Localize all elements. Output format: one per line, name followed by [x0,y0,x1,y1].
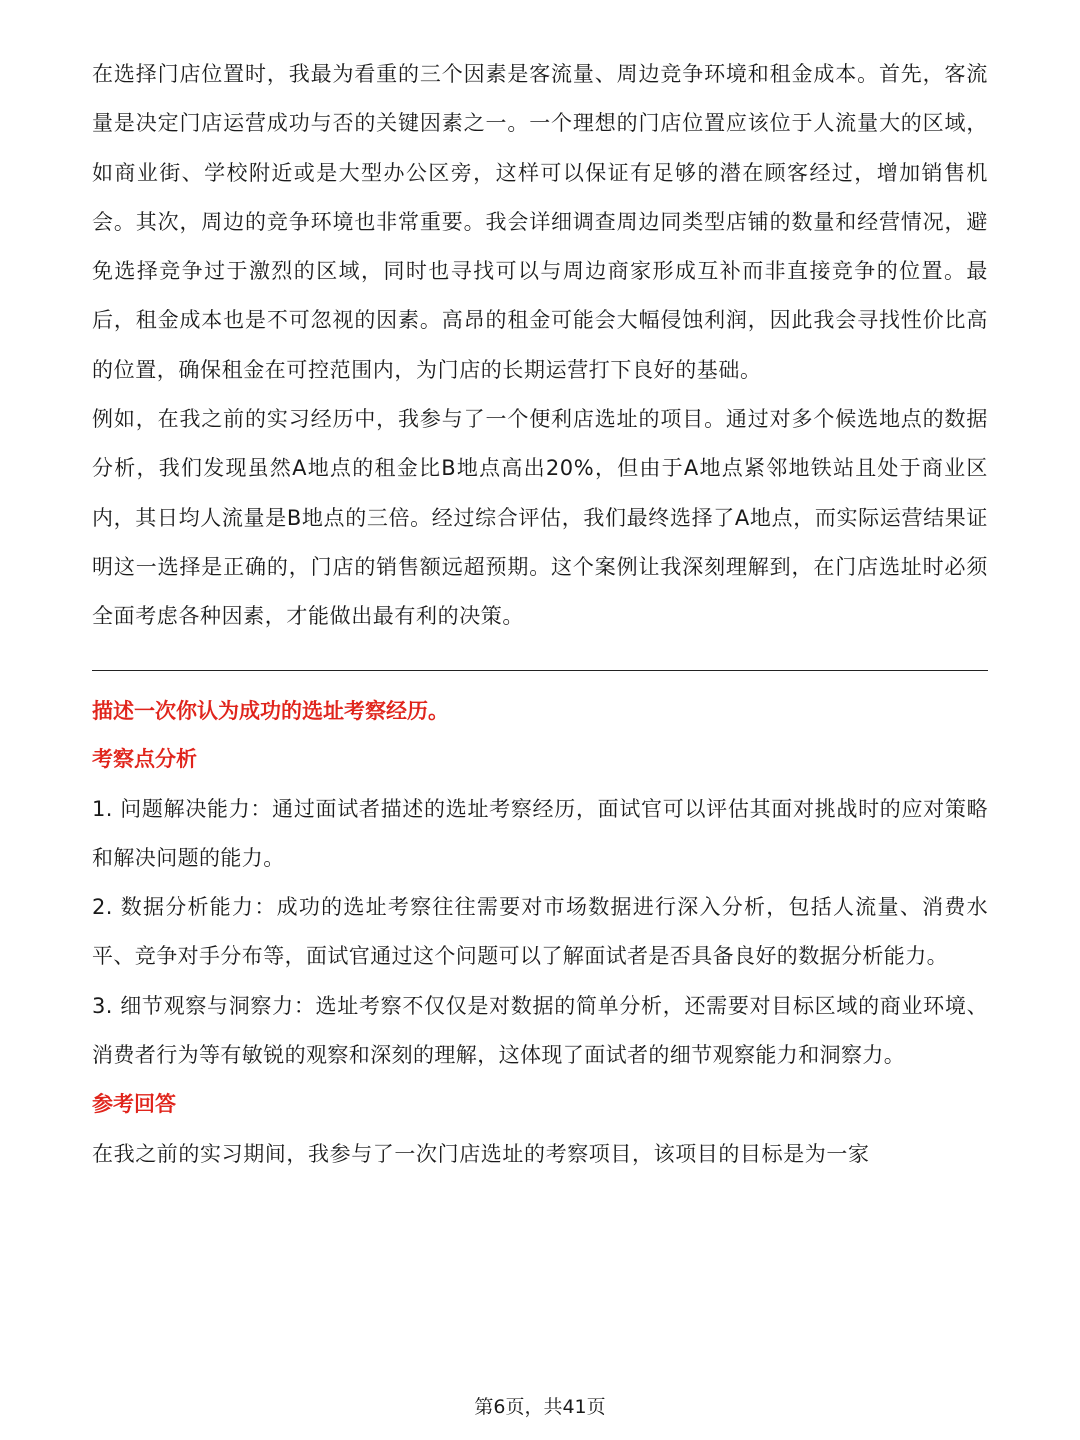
analysis-item-1: 1. 问题解决能力：通过面试者描述的选址考察经历，面试官可以评估其面对挑战时的应对策略和解决问题的能力。 [92,796,988,870]
section-divider [92,670,988,671]
reference-heading: 参考回答 [92,1092,176,1117]
analysis-heading: 考察点分析 [92,746,197,771]
analysis-item-2: 2. 数据分析能力：成功的选址考察往往需要对市场数据进行深入分析，包括人流量、消费水平、竞争对手分布等，面试官通过这个问题可以了解面试者是否具备良好的数据分析能力。 [92,895,988,969]
question-title: 描述一次你认为成功的选址考察经历。 [92,698,449,723]
reference-answer: 在我之前的实习期间，我参与了一次门店选址的考察项目，该项目的目标是为一家 [92,1142,870,1167]
intro-paragraph-2: 例如，在我之前的实习经历中，我参与了一个便利店选址的项目。通过对多个候选地点的数据分析，我们发现虽然A地点的租金比B地点高出20%，但由于A地点紧邻地铁站且处于商业区内，其日均人流量是B地点的三倍。经过综合评估，我们最终选择了A地点，而实际运营结果证明这一选择是正确的，门店的销售额远超预期。这个案例让我深刻理解到，在门店选址时必须全面考虑各种因素，才能做出最有利的决策。 [92,407,988,629]
intro-paragraph-1: 在选择门店位置时，我最为看重的三个因素是客流量、周边竞争环境和租金成本。首先，客流量是决定门店运营成功与否的关键因素之一。一个理想的门店位置应该位于人流量大的区域，如商业街、学校附近或是大型办公区旁，这样可以保证有足够的潜在顾客经过，增加销售机会。其次，周边的竞争环境也非常重要。我会详细调查周边同类型店铺的数量和经营情况，避免选择竞争过于激烈的区域，同时也寻找可以与周边商家形成互补而非直接竞争的位置。最后，租金成本也是不可忽视的因素。高昂的租金可能会大幅侵蚀利润，因此我会寻找性价比高的位置，确保租金在可控范围内，为门店的长期运营打下良好的基础。 [92,62,988,382]
page-number: 第6页，共41页 [474,1396,606,1418]
document-body [92,50,988,1180]
analysis-item-3: 3. 细节观察与洞察力：选址考察不仅仅是对数据的简单分析，还需要对目标区域的商业环境、消费者行为等有敏锐的观察和深刻的理解，这体现了面试者的细节观察能力和洞察力。 [92,993,988,1068]
